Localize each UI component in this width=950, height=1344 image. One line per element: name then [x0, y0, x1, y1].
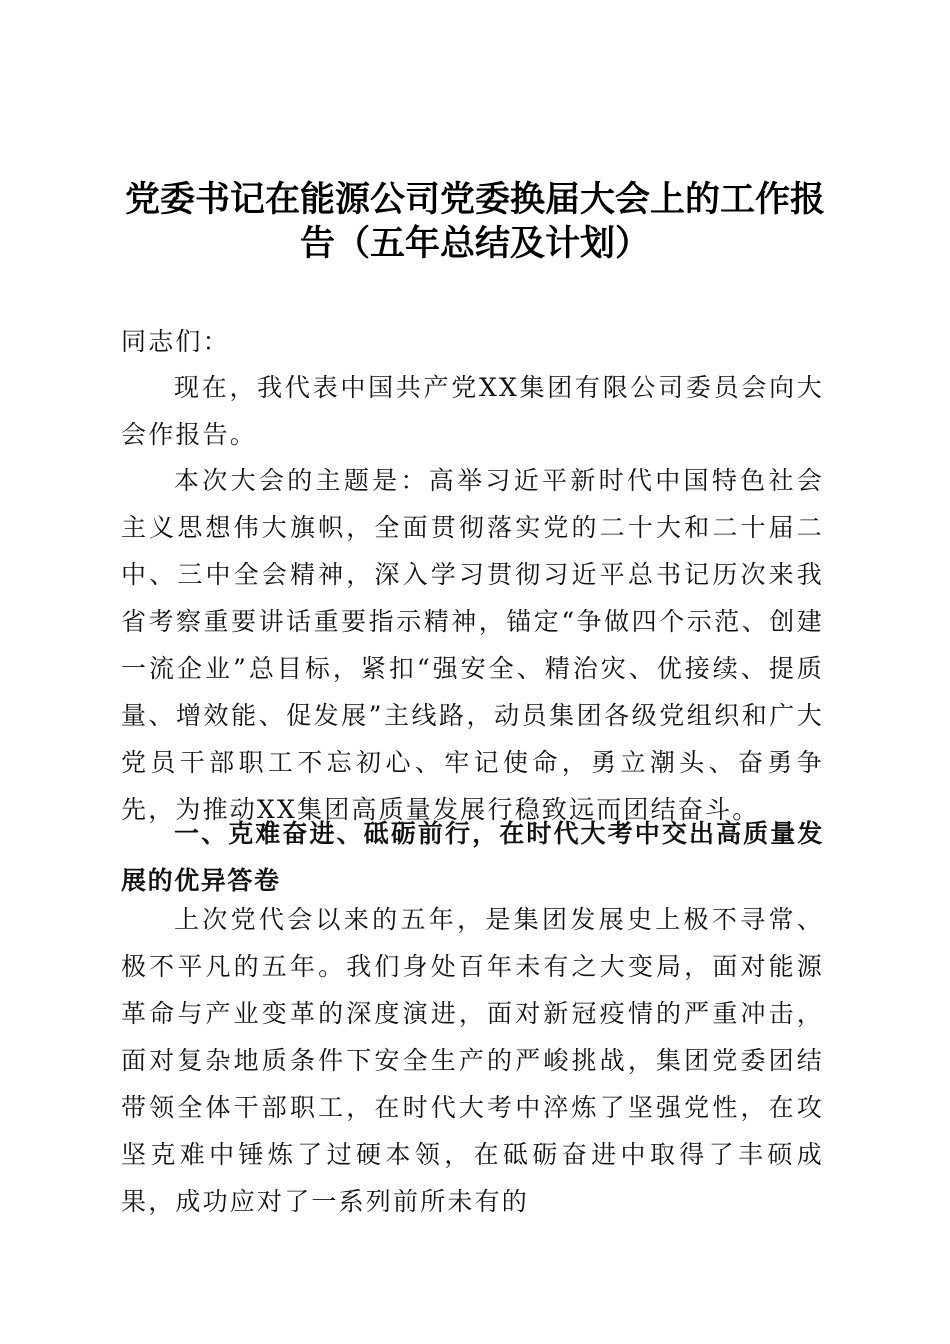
greeting: 同志们：: [121, 327, 230, 356]
title-line-1: 党委书记在能源公司党委换届大会上的工作报: [124, 179, 825, 220]
section-heading-1: 一、克难奋进、砥砺前行，在时代大考中交出高质量发展的优异答卷: [121, 819, 824, 895]
paragraph-theme: 本次大会的主题是：高举习近平新时代中国特色社会主义思想伟大旗帜，全面贯彻落实党的二十大和二十届二中、三中全会精神，深入学习贯彻习近平总书记历次来我省考察重要讲话重要指示精神，锚定“争做四个示范、创建一流企业”总目标，紧扣“强安全、精治灾、优接续、提质量、增效能、促发展”主线路，动员集团各级党组织和广大党员干部职工不忘初心、牢记使命，勇立潮头、奋勇争先，为推动XX集团高质量发展行稳致远而团结奋斗。: [121, 466, 824, 824]
document-title: [110, 178, 840, 266]
paragraph-opening: 现在，我代表中国共产党XX集团有限公司委员会向大会作报告。: [121, 373, 824, 449]
paragraph-five-year-review: 上次党代会以来的五年，是集团发展史上极不寻常、极不平凡的五年。我们身处百年未有之大变局，面对能源革命与产业变革的深度演进，面对新冠疫情的严重冲击，面对复杂地质条件下安全生产的严峻挑战，集团党委团结带领全体干部职工，在时代大考中淬炼了坚强党性，在攻坚克难中锤炼了过硬本领，在砥砺奋进中取得了丰硕成果，成功应对了一系列前所未有的: [121, 905, 824, 1216]
title-line-2: 告（五年总结及计划）: [299, 223, 650, 264]
